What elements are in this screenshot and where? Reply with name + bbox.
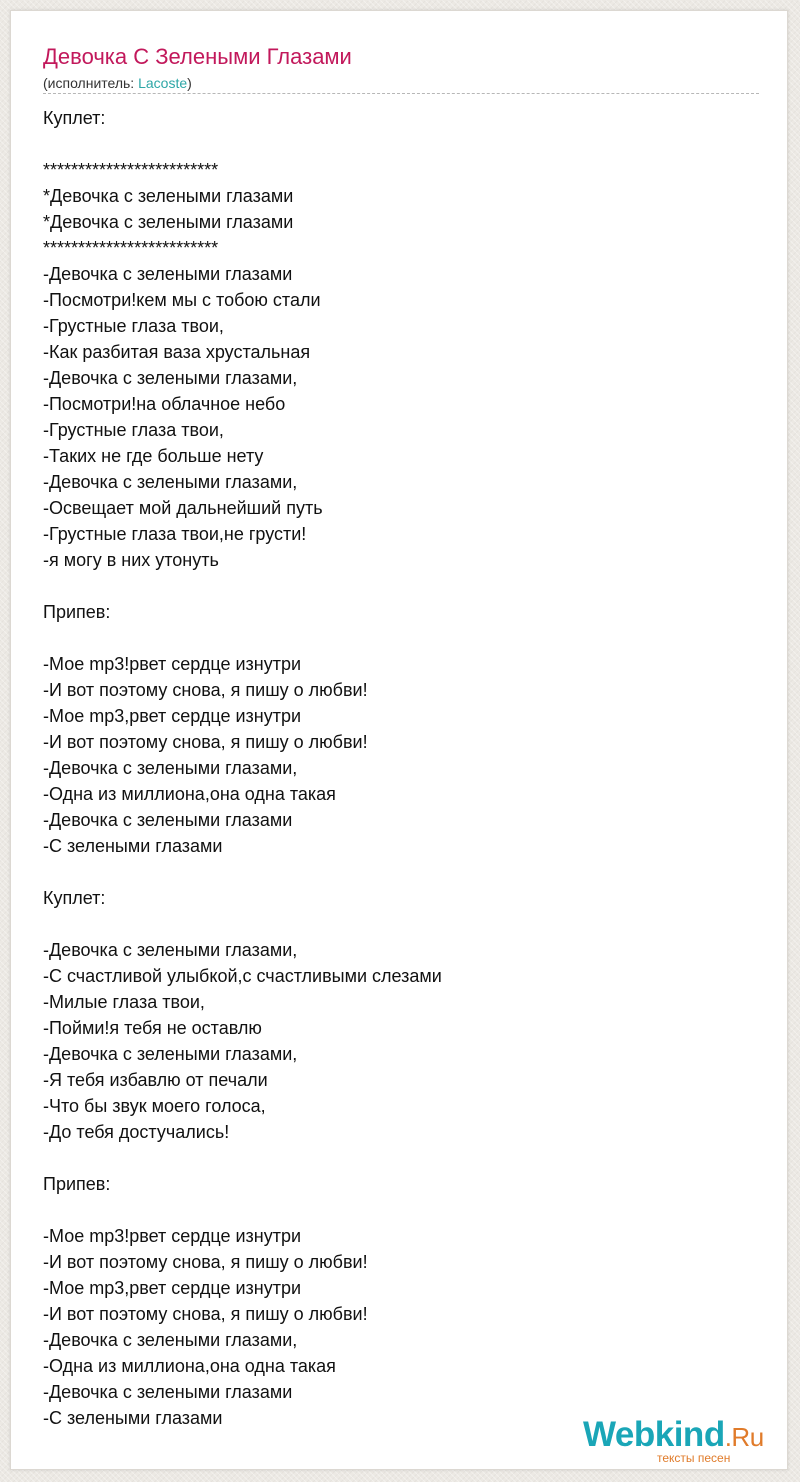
lyrics-line: -Одна из миллиона,она одна такая: [43, 784, 336, 804]
lyrics-line: -Пойми!я тебя не оставлю: [43, 1018, 262, 1038]
lyrics-blank-line: [43, 1145, 759, 1171]
lyrics-line: -Девочка с зелеными глазами,: [43, 368, 298, 388]
artist-line: [43, 74, 192, 92]
lyrics-line: -Грустные глаза твои,: [43, 420, 224, 440]
lyrics-line: -И вот поэтому снова, я пишу о любви!: [43, 1304, 368, 1324]
lyrics-blank-line: [43, 859, 759, 885]
lyrics-line: -Милые глаза твои,: [43, 992, 205, 1012]
lyrics-line: -Мое mp3,рвет сердце изнутри: [43, 706, 302, 726]
lyrics-line: -Как разбитая ваза хрустальная: [43, 342, 311, 362]
lyrics-line: -С зелеными глазами: [43, 836, 223, 856]
lyrics-line: -Грустные глаза твои,не грусти!: [43, 524, 307, 544]
lyrics-line: -Девочка с зелеными глазами,: [43, 472, 298, 492]
lyrics-line: -До тебя достучались!: [43, 1122, 230, 1142]
lyrics-line: -Девочка с зелеными глазами,: [43, 758, 298, 778]
lyrics-line: *Девочка с зелеными глазами: [43, 186, 294, 206]
artist-prefix: (исполнитель:: [43, 75, 139, 91]
lyrics-blank-line: [43, 131, 759, 157]
lyrics-line: -С зелеными глазами: [43, 1408, 223, 1428]
logo-main-text: Webkind: [583, 1415, 725, 1454]
lyrics-line: -Девочка с зелеными глазами: [43, 810, 293, 830]
lyrics-blank-line: [43, 573, 759, 599]
lyrics-line: -Девочка с зелеными глазами: [43, 1382, 293, 1402]
lyrics-line: -Мое mp3,рвет сердце изнутри: [43, 1278, 302, 1298]
logo-suffix-text: .Ru: [724, 1422, 764, 1452]
artist-link[interactable]: Lacoste: [138, 75, 188, 91]
lyrics-line: *Девочка с зелеными глазами: [43, 212, 294, 232]
lyrics-line: -Грустные глаза твои,: [43, 316, 224, 336]
lyrics-line: *************************: [43, 160, 219, 180]
lyrics-line: Припев:: [43, 1174, 111, 1194]
lyrics-line: -Посмотри!на облачное небо: [43, 394, 286, 414]
lyrics-line: -И вот поэтому снова, я пишу о любви!: [43, 1252, 368, 1272]
lyrics-line: -Что бы звук моего голоса,: [43, 1096, 266, 1116]
lyrics-line: -Девочка с зелеными глазами,: [43, 1330, 298, 1350]
lyrics-card: [10, 10, 788, 1470]
lyrics-line: -И вот поэтому снова, я пишу о любви!: [43, 732, 368, 752]
lyrics-line: Куплет:: [43, 108, 106, 128]
lyrics-line: Куплет:: [43, 888, 106, 908]
lyrics-line: -Девочка с зелеными глазами,: [43, 1044, 298, 1064]
song-title: Девочка С Зелеными Глазами: [43, 44, 352, 69]
lyrics-line: -Девочка с зелеными глазами,: [43, 940, 298, 960]
lyrics-blank-line: [43, 911, 759, 937]
lyrics-line: -Таких не где больше нету: [43, 446, 264, 466]
lyrics-line: Припев:: [43, 602, 111, 622]
logo-tagline: тексты песен: [657, 1451, 731, 1465]
artist-suffix: ): [187, 75, 192, 91]
lyrics-line: -Посмотри!кем мы с тобою стали: [43, 290, 321, 310]
lyrics-line: -я могу в них утонуть: [43, 550, 219, 570]
lyrics-blank-line: [43, 1197, 759, 1223]
lyrics-line: -Мое mp3!рвет сердце изнутри: [43, 1226, 302, 1246]
lyrics-line: -Мое mp3!рвет сердце изнутри: [43, 654, 302, 674]
lyrics-line: -Девочка с зелеными глазами: [43, 264, 293, 284]
lyrics-line: -И вот поэтому снова, я пишу о любви!: [43, 680, 368, 700]
lyrics-line: -Одна из миллиона,она одна такая: [43, 1356, 336, 1376]
title-divider: [43, 93, 759, 94]
site-logo[interactable]: [583, 1415, 783, 1463]
lyrics-line: *************************: [43, 238, 219, 258]
lyrics-blank-line: [43, 625, 759, 651]
lyrics-line: -С счастливой улыбкой,с счастливыми слезами: [43, 966, 442, 986]
lyrics-line: -Освещает мой дальнейший путь: [43, 498, 323, 518]
lyrics-text: [43, 105, 759, 1431]
lyrics-line: -Я тебя избавлю от печали: [43, 1070, 268, 1090]
